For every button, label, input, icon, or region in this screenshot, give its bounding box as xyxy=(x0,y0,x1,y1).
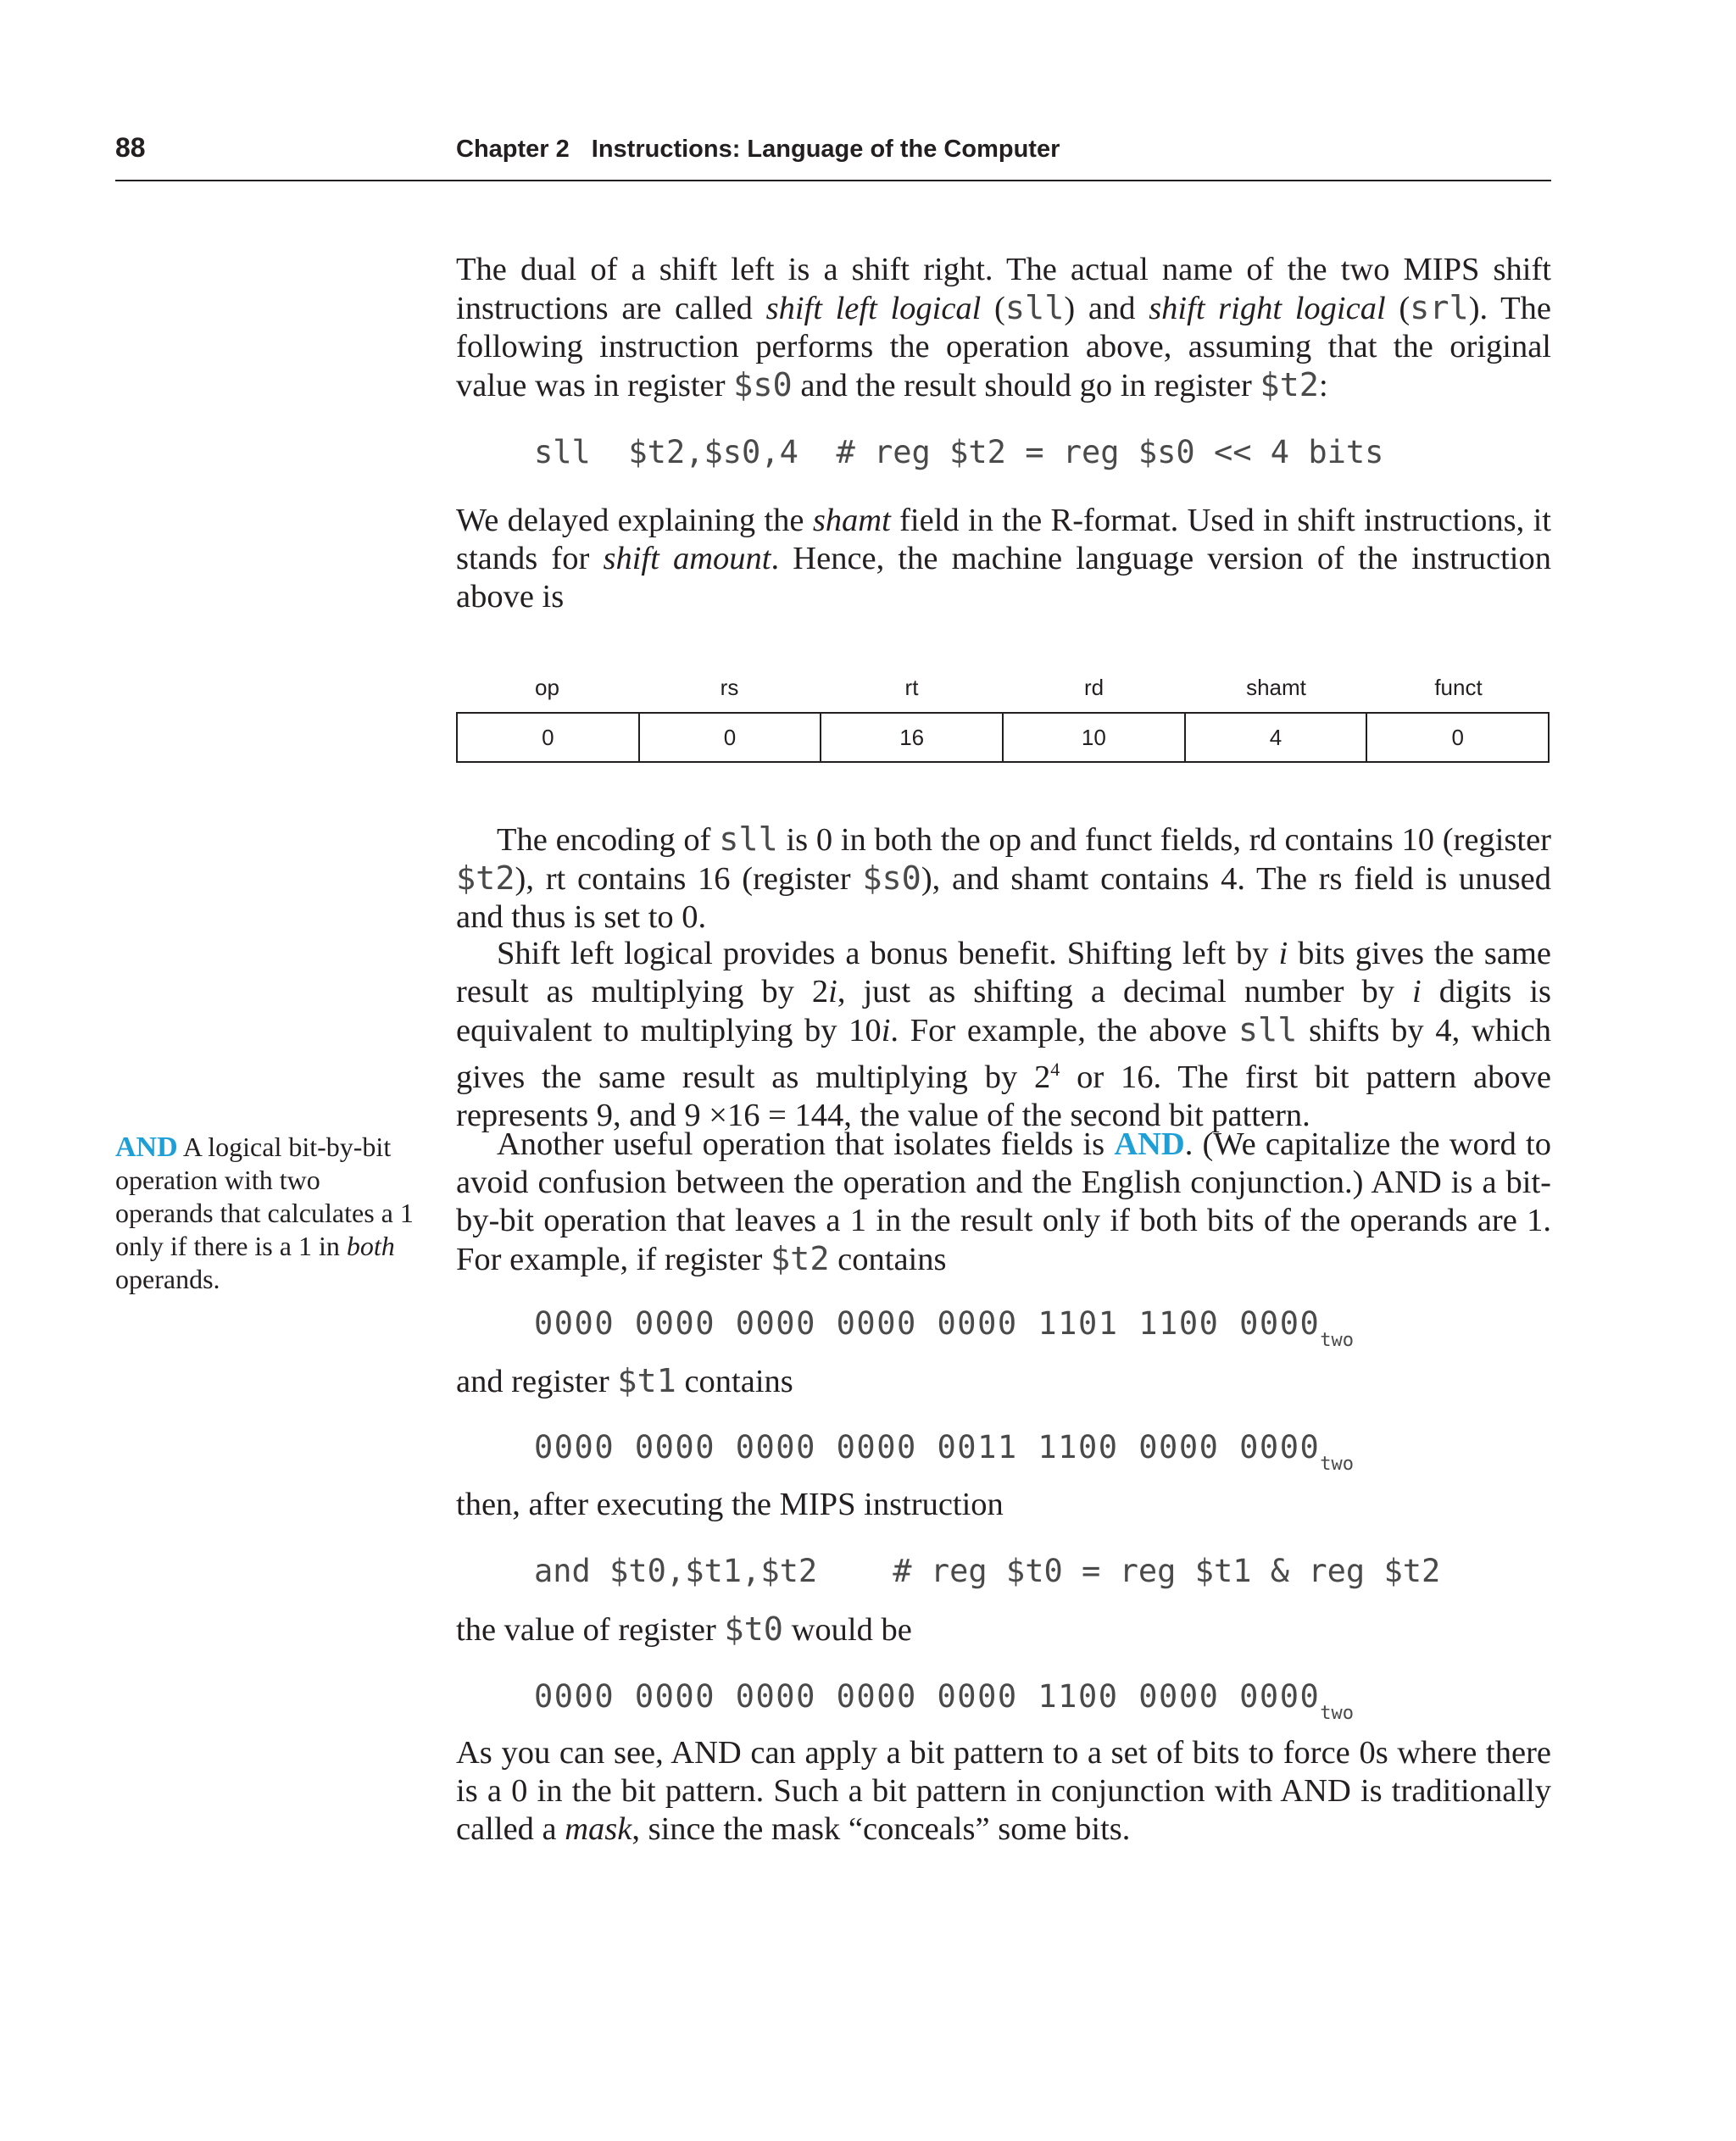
paragraph-bonus-benefit: Shift left logical provides a bonus benefit. Shifting left by i bits gives the same result as multiplying by 2i, just as shifting a decimal number by i digits is equivalent to multiplying by 10i. For example, the above sll shifts by 4, which gives the same result as multiplying by $2^4$ or 16. The first bit pattern above represents 9, and 9 ×16 = 144, the value of the second bit pattern. xyxy=(456,936,1551,1133)
instruction-format-table xyxy=(456,675,1550,763)
page-number: 88 xyxy=(115,132,146,163)
paragraph-register-t1: and register $t1 contains xyxy=(456,1362,793,1400)
definition-term: AND xyxy=(115,1132,178,1163)
field-label: op xyxy=(535,675,559,700)
paragraph-shamt: We delayed explaining the shamt field in the R-format. Used in shift instructions, it stands for shift amount. Hence, the machine language version of the instruction above is xyxy=(456,503,1551,614)
field-value: 0 xyxy=(1366,714,1548,761)
paragraph-after-executing: then, after executing the MIPS instruction xyxy=(456,1487,1004,1522)
field-value: 10 xyxy=(1002,714,1184,761)
header-rule xyxy=(115,180,1551,181)
field-label: shamt xyxy=(1246,675,1306,700)
paragraph-and-intro: Another useful operation that isolates fields is AND. (We capitalize the word to avoid confusion between the operation and the English conjunction.) AND is a bit-by-bit operation that leaves a 1 in the result only if both bits of the operands are 1. For example, if register $t2 contains xyxy=(456,1126,1551,1278)
paragraph-register-t0: the value of register $t0 would be xyxy=(456,1610,912,1649)
field-label: rs xyxy=(720,675,739,700)
field-value: 0 xyxy=(638,714,821,761)
chapter-label: Chapter 2 xyxy=(456,136,570,163)
field-value: 4 xyxy=(1184,714,1366,761)
chapter-title: Instructions: Language of the Computer xyxy=(591,136,1060,163)
code-and: and $t0,$t1,$t2 # reg $t0 = reg $t1 & reg $t2 xyxy=(534,1553,1441,1589)
field-label: funct xyxy=(1434,675,1483,700)
bit-pattern-t1: 0000 0000 0000 0000 0011 1100 0000 $0000_{two}$ xyxy=(534,1429,1355,1475)
code-sll: sll $t2,$s0,4 # reg $t2 = reg $s0 << 4 bits xyxy=(534,434,1384,470)
paragraph-encoding: The encoding of sll is 0 in both the op and funct fields, rd contains 10 (register $t2), rt contains 16 (register $s0), and shamt contains 4. The rs field is unused and thus is set to 0. xyxy=(456,820,1551,935)
bit-pattern-t0: 0000 0000 0000 0000 0000 1100 0000 $0000_{two}$ xyxy=(534,1678,1355,1724)
field-label: rt xyxy=(904,675,919,700)
field-value: 0 xyxy=(542,725,554,750)
field-values xyxy=(456,712,1550,763)
field-value: 16 xyxy=(820,714,1002,761)
bit-pattern-t2: 0000 0000 0000 0000 0000 1101 1100 $0000_{two}$ xyxy=(534,1305,1355,1351)
paragraph-mask: As you can see, AND can apply a bit pattern to a set of bits to force 0s where there is a 0 in the bit pattern. Such a bit pattern in conjunction with AND is traditionally called a mask, since the mask “conceals” some bits. xyxy=(456,1735,1551,1847)
field-labels xyxy=(456,675,1550,709)
field-label: rd xyxy=(1083,675,1104,700)
running-head xyxy=(456,136,1060,164)
paragraph-shift-intro: The dual of a shift left is a shift right. The actual name of the two MIPS shift instructions are called shift left logical (sll) and shift right logical (srl). The following instruction performs the operation above, assuming that the original value was in register $s0 and the result should go in register $t2: xyxy=(456,252,1551,404)
margin-definition-and: AND A logical bit-by-bit operation with two operands that calculates a 1 only if there is a 1 in both operands. xyxy=(115,1132,414,1294)
